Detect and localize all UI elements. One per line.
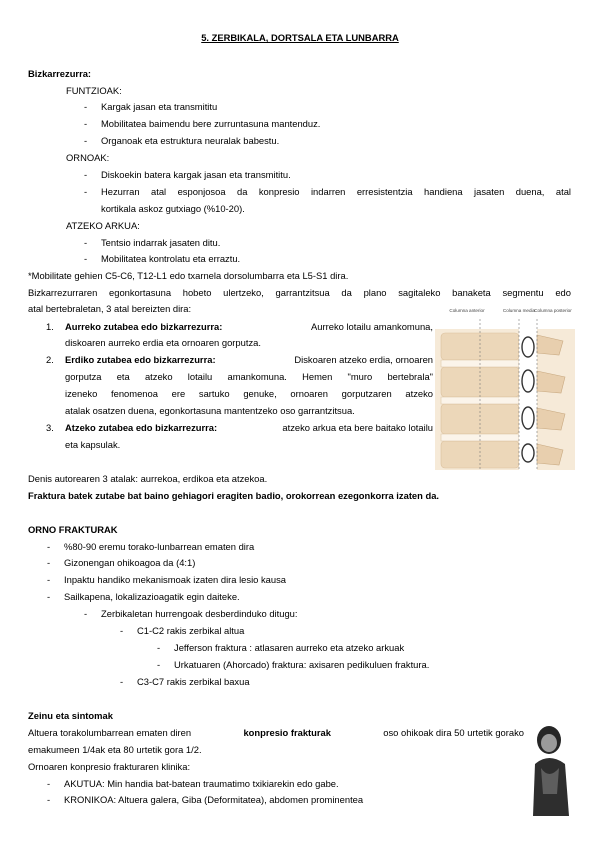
column-item-text: atzeko arkua eta bere baitako lotailu xyxy=(282,422,433,433)
column-item-title: Erdiko zutabea edo bizkarrezurra: xyxy=(65,354,216,365)
list-bullet: - xyxy=(47,574,51,585)
list-item-c3c7: C3-C7 rakis zerbikal baxua xyxy=(137,676,250,687)
column-item-title: Aurreko zutabea edo bizkarrezurra: xyxy=(65,321,223,332)
face xyxy=(541,734,557,752)
atzeko-arkua-label: ATZEKO ARKUA: xyxy=(66,220,140,231)
list-bullet: - xyxy=(120,676,124,687)
column-item-middle xyxy=(65,354,433,366)
ornoak-label: ORNOAK: xyxy=(66,152,110,163)
spine-columns-figure xyxy=(435,305,575,470)
zeinu-text: oso ohikoak dira 50 urtetik gorako xyxy=(383,727,524,738)
zeinu-text: Altuera torakolumbarrean ematen diren xyxy=(28,727,192,738)
page-title: 5. ZERBIKALA, DORTSALA ETA LUNBARRA xyxy=(201,32,399,43)
section-heading-zeinu: Zeinu eta sintomak xyxy=(28,710,113,721)
foramen xyxy=(522,407,534,429)
mobility-note: *Mobilitate gehien C5-C6, T12-L1 edo txarnela dorsolumbarra eta L5-S1 dira. xyxy=(28,270,349,281)
column-item-posterior xyxy=(65,422,433,434)
list-item: Sailkapena, lokalizazioagatik egin daiteke. xyxy=(64,591,240,602)
list-item: Mobilitatea baimendu bere zurruntasuna mantenduz. xyxy=(101,118,321,129)
list-bullet: - xyxy=(47,541,51,552)
foramen xyxy=(522,337,534,357)
column-item-text: atalak osatzen duena, egonkortasuna mantentzeko oso garrantzitsua. xyxy=(65,405,355,416)
list-item-urkatua: Urkatuaren (Ahorcado) fraktura: axisaren pedikuluen fraktura. xyxy=(174,659,430,670)
list-item-sub: Zerbikaletan hurrengoak desberdinduko ditugu: xyxy=(101,608,298,619)
column-item-title: Atzeko zutabea edo bizkarrezurra: xyxy=(65,422,218,433)
list-item: %80-90 eremu torako-lunbarrean ematen dira xyxy=(64,541,255,552)
funtzioak-label: FUNTZIOAK: xyxy=(66,85,122,96)
zeinu-text-bold: konpresio frakturak xyxy=(243,727,331,738)
list-item: Hezurran atal esponjosoa da konpresio indarren erresistentzia handiena jasaten duena, atal xyxy=(101,186,571,197)
list-bullet: - xyxy=(84,608,88,619)
list-item: Gizonengan ohikoagoa da (4:1) xyxy=(64,557,196,568)
section-heading-bizkarrezurra: Bizkarrezurra: xyxy=(28,68,92,79)
list-item: Mobilitatea kontrolatu eta erraztu. xyxy=(101,253,241,264)
list-number: 1. xyxy=(46,321,54,332)
list-bullet: - xyxy=(84,253,88,264)
column-item-text: Aurreko lotailu amankomuna, xyxy=(311,321,433,332)
list-item: Tentsio indarrak jasaten ditu. xyxy=(101,237,221,248)
elderly-woman-photo xyxy=(527,724,572,816)
list-number: 2. xyxy=(46,354,54,365)
list-bullet: - xyxy=(47,557,51,568)
column-item-text: diskoaren aurreko erdia eta ornoaren gorputza. xyxy=(65,337,261,348)
list-bullet: - xyxy=(120,625,124,636)
intro-text: atal bertebraletan, 3 atal bereizten dira: xyxy=(28,303,192,314)
list-item: Kargak jasan eta transmititu xyxy=(101,101,218,112)
fracture-instability-note: Fraktura batek zutabe bat baino gehiagori eragiten badio, orokorrean ezegonkorra izaten da. xyxy=(28,490,440,501)
list-bullet: - xyxy=(84,101,88,112)
list-item-kronikoa: KRONIKOA: Altuera galera, Giba (Deformitatea), abdomen prominentea xyxy=(64,794,364,805)
list-bullet: - xyxy=(84,118,88,129)
column-item-anterior xyxy=(65,321,433,333)
column-item-text: Diskoaren atzeko erdia, ornoaren xyxy=(294,354,433,365)
list-bullet: - xyxy=(84,135,88,146)
list-item: Inpaktu handiko mekanismoak izaten dira lesio kausa xyxy=(64,574,287,585)
intro-text: Bizkarrezurraren egonkortasuna hobeto ulertzeko, garrantzitsua da plano sagitaleko banaketa segmentu edo xyxy=(28,287,571,298)
figure-label-middle: Columna media xyxy=(502,308,536,313)
foramen xyxy=(522,370,534,392)
list-bullet: - xyxy=(47,591,51,602)
list-bullet: - xyxy=(157,642,161,653)
column-item-text: eta kapsulak. xyxy=(65,439,121,450)
section-heading-orno-frakturak: ORNO FRAKTURAK xyxy=(28,524,118,535)
zeinu-text: emakumeen 1/4ak eta 80 urtetik gora 1/2. xyxy=(28,744,202,755)
list-item: Organoak eta estruktura neuralak babestu. xyxy=(101,135,280,146)
list-item-jefferson: Jefferson fraktura : atlasaren aurreko eta atzeko arkuak xyxy=(174,642,405,653)
list-bullet: - xyxy=(157,659,161,670)
list-bullet: - xyxy=(84,169,88,180)
list-number: 3. xyxy=(46,422,54,433)
zeinu-text: Ornoaren konpresio frakturaren klinika: xyxy=(28,761,191,772)
list-item-c1c2: C1-C2 rakis zerbikal altua xyxy=(137,625,245,636)
figure-label-posterior: Columna posterior xyxy=(534,308,572,313)
list-bullet: - xyxy=(47,778,51,789)
list-bullet: - xyxy=(47,794,51,805)
list-item-continuation: kortikala askoz gutxiago (%10-20). xyxy=(101,203,245,214)
list-bullet: - xyxy=(84,237,88,248)
list-bullet: - xyxy=(84,186,88,197)
denis-text: Denis autorearen 3 atalak: aurrekoa, erdikoa eta atzekoa. xyxy=(28,473,268,484)
zeinu-paragraph-line xyxy=(28,727,524,739)
column-item-text: gorputza eta atzeko lotailu amankomuna. Hemen "muro bertebrala" xyxy=(65,371,433,382)
list-item: Diskoekin batera kargak jasan eta transmititu. xyxy=(101,169,291,180)
foramen xyxy=(522,444,534,462)
list-item-akutua: AKUTUA: Min handia bat-batean traumatimo txikiarekin edo gabe. xyxy=(64,778,339,789)
column-item-text: izeneko fenomenoa ere sartuko genuke, ornoaren gorputzaren atzeko xyxy=(65,388,433,399)
figure-label-anterior: Columna anterior xyxy=(449,308,485,313)
